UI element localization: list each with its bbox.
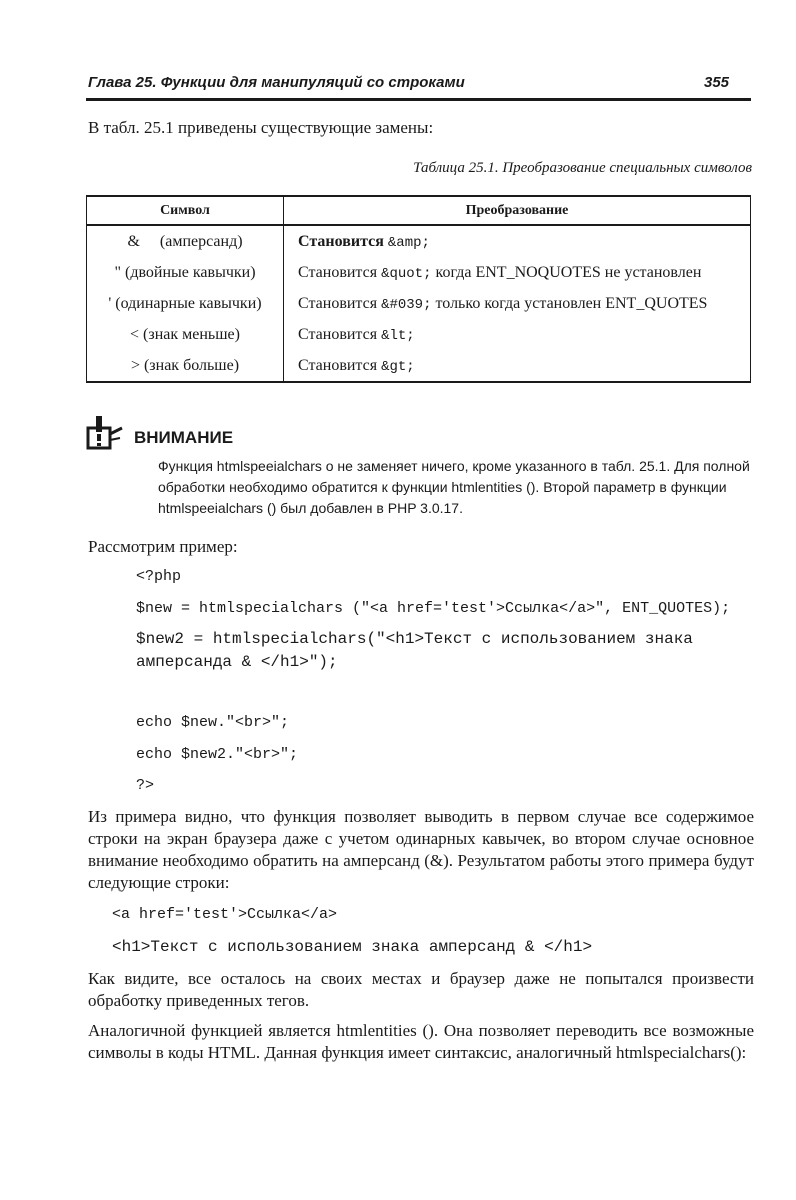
conversion-prefix: Становится	[298, 263, 378, 281]
code-line: амперсанда & </h1>");	[136, 653, 338, 671]
page-number: 355	[704, 74, 730, 91]
table-row	[87, 288, 751, 319]
warning-hand-icon	[86, 414, 124, 450]
header-rule	[86, 98, 751, 101]
symbol-cell: & (амперсанд)	[87, 225, 284, 257]
warning-text: Функция htmlspeeialchars о не заменяет ничего, кроме указанного в табл. 25.1. Для полной обработки необходимо обратится к функции htmlentities (). Второй параметр в функции htmlspeeialchars () был добавлен в PHP 3.0.17.	[158, 458, 750, 516]
column-header-symbol: Символ	[87, 196, 284, 225]
code-line: echo $new."<br>";	[136, 714, 290, 731]
conversion-prefix: Становится	[298, 356, 378, 374]
warning-title: ВНИМАНИЕ	[134, 428, 234, 447]
code-line: ?>	[136, 777, 155, 794]
column-header-conversion: Преобразование	[284, 196, 751, 225]
symbol-cell: < (знак меньше)	[87, 319, 284, 350]
table-row	[87, 257, 751, 288]
chapter-title: Глава 25. Функции для манипуляций со строками	[88, 74, 465, 91]
output-line: <h1>Текст с использованием знака амперсанд & </h1>	[112, 938, 593, 956]
conversion-cell	[284, 350, 751, 382]
paragraph-htmlentities: Аналогичной функцией является htmlentities (). Она позволяет переводить все возможные символы в коды HTML. Данная функция имеет синтаксис, аналогичный htmlspecialchars():	[88, 1021, 754, 1062]
code-line: echo $new2."<br>";	[136, 746, 299, 763]
entity-code: &quot;	[381, 265, 432, 282]
entity-code: &amp;	[387, 234, 430, 251]
paragraph-explanation: Из примера видно, что функция позволяет выводить в первом случае все содержимое строки на экран браузера даже с учетом одинарных кавычек, во втором случае основное внимание необходимо обратить на амперсанд (&). Результатом работы этого примера будут следующие строки:	[88, 807, 754, 892]
conversion-table	[86, 195, 751, 383]
conversion-prefix: Становится	[298, 294, 378, 312]
conversion-suffix: только когда установлен ENT_QUOTES	[435, 294, 708, 312]
entity-code: &#039;	[381, 296, 432, 313]
table-row	[87, 350, 751, 382]
output-line: <a href='test'>Ссылка</a>	[112, 906, 338, 923]
entity-code: &gt;	[381, 358, 415, 375]
symbol-cell: " (двойные кавычки)	[87, 257, 284, 288]
code-line: <?php	[136, 568, 182, 585]
code-line: $new2 = htmlspecialchars("<h1>Текст с использованием знака	[136, 630, 693, 648]
intro-paragraph: В табл. 25.1 приведены существующие замены:	[88, 118, 434, 137]
symbol-cell: > (знак больше)	[87, 350, 284, 382]
table-row	[87, 319, 751, 350]
symbol-cell: ' (одинарные кавычки)	[87, 288, 284, 319]
conversion-prefix: Становится	[298, 232, 384, 250]
code-line: $new = htmlspecialchars ("<a href='test'>Ссылка</a>", ENT_QUOTES);	[136, 600, 731, 617]
conversion-suffix: когда ENT_NOQUOTES не установлен	[435, 263, 702, 281]
table-caption: Таблица 25.1. Преобразование специальных символов	[413, 160, 752, 176]
conversion-cell	[284, 288, 751, 319]
example-intro: Рассмотрим пример:	[88, 537, 238, 556]
conversion-cell	[284, 225, 751, 257]
conversion-cell	[284, 319, 751, 350]
conversion-prefix: Становится	[298, 325, 378, 343]
paragraph-result: Как видите, все осталось на своих местах и браузер даже не попытался произвести обработку приведенных тегов.	[88, 969, 754, 1010]
entity-code: &lt;	[381, 327, 415, 344]
conversion-cell	[284, 257, 751, 288]
table-row	[87, 225, 751, 257]
